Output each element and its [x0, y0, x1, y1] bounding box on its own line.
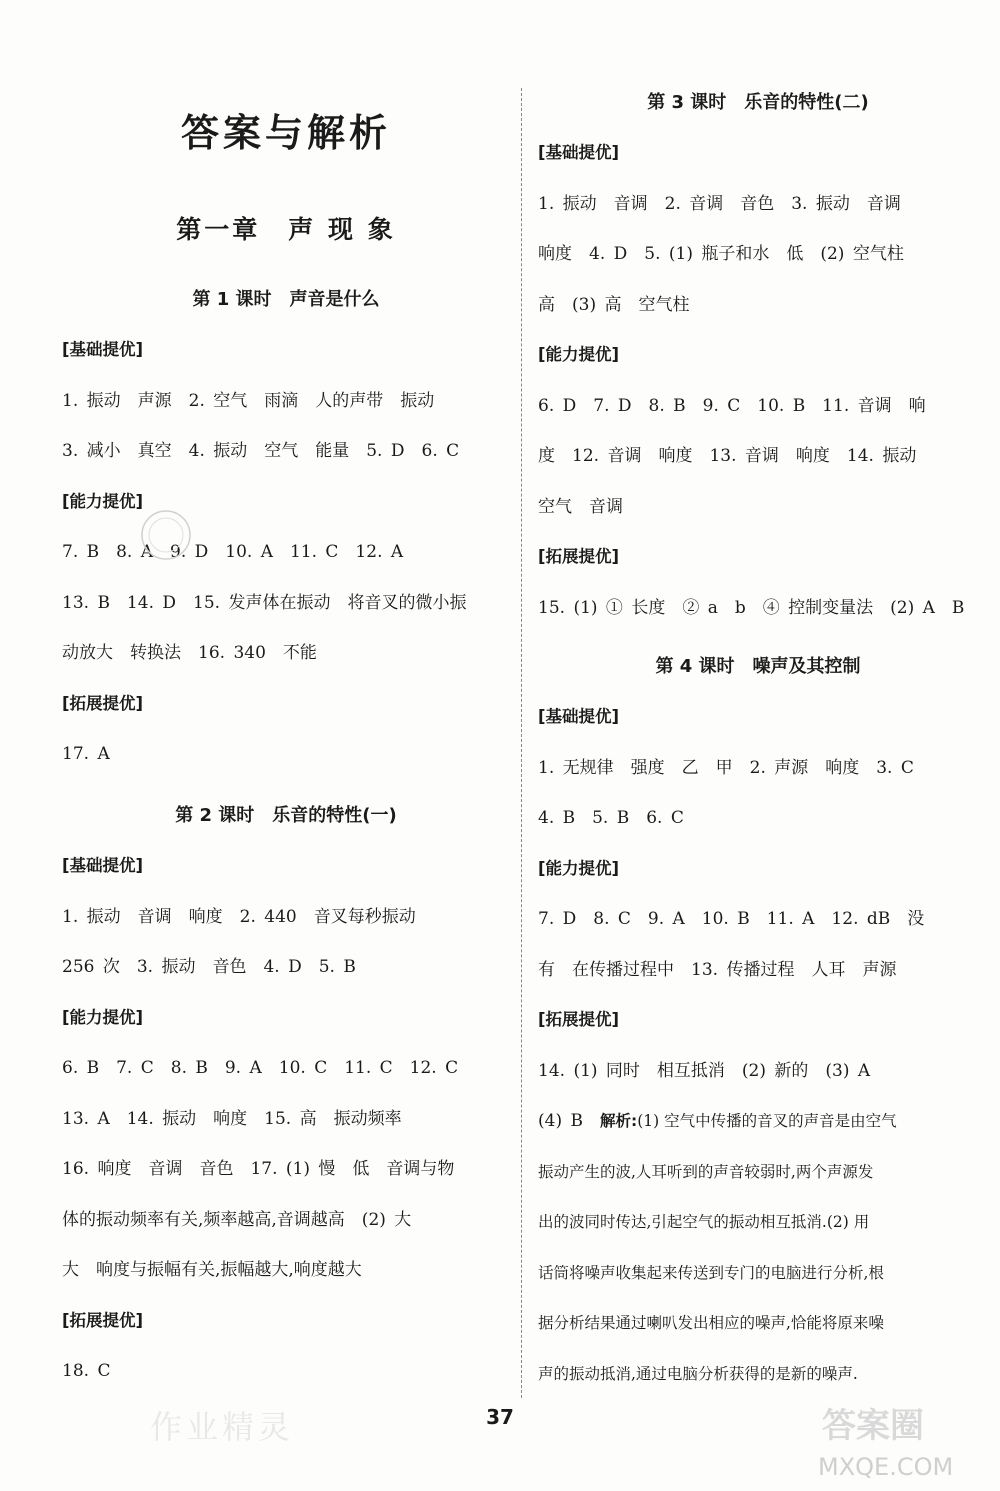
answer-line: 大 响度与振幅有关,振幅越大,响度越大	[62, 1260, 362, 1280]
column-divider	[521, 88, 522, 1398]
basic-label: [基础提优]	[538, 707, 620, 726]
watermark-stamp-icon	[136, 505, 196, 565]
extend-label: [拓展提优]	[62, 693, 144, 713]
watermark-logo-text: 答案圈	[822, 1406, 924, 1446]
page-number: 37	[486, 1405, 514, 1429]
lesson-3-section	[538, 78, 978, 633]
answer-line: 1. 振动 音调 2. 音调 音色 3. 振动 音调	[538, 193, 901, 214]
lesson-title: 第 4 课时 噪声及其控制	[655, 656, 861, 677]
explanation-line: 话筒将噪声收集起来传送到专门的电脑进行分析,根	[538, 1263, 884, 1282]
answer-line: 响度 4. D 5. (1) 瓶子和水 低 (2) 空气柱	[538, 244, 904, 264]
answer-line: 4. B 5. B 6. C	[538, 808, 684, 828]
answer-line: 动放大 转换法 16. 340 不能	[62, 643, 317, 663]
lesson-title: 第 2 课时 乐音的特性(一)	[175, 805, 397, 826]
answer-line: 1. 振动 声源 2. 空气 雨滴 人的声带 振动	[62, 390, 435, 411]
extend-label: [拓展提优]	[538, 547, 620, 566]
lesson-2-section	[62, 791, 510, 1397]
chapter-title: 第一章 声 现 象	[176, 215, 396, 244]
answer-line: 6. B 7. C 8. B 9. A 10. C 11. C 12. C	[62, 1058, 459, 1078]
lesson-1-section	[62, 275, 510, 780]
answer-line: 13. B 14. D 15. 发声体在振动 将音叉的微小振	[62, 592, 467, 613]
page-title: 答案与解析	[180, 111, 391, 155]
watermark-logo-icon	[812, 1395, 992, 1485]
extend-label: [拓展提优]	[62, 1310, 144, 1330]
explanation-line: 振动产生的波,人耳听到的声音较弱时,两个声源发	[538, 1162, 874, 1181]
basic-label: [基础提优]	[538, 143, 620, 162]
answer-line: 1. 振动 音调 响度 2. 440 音叉每秒振动	[62, 906, 416, 927]
answer-line: 7. D 8. C 9. A 10. B 11. A 12. dB 没	[538, 909, 925, 929]
answer-line: 高 (3) 高 空气柱	[538, 294, 690, 315]
answer-line: 256 次 3. 振动 音色 4. D 5. B	[62, 957, 356, 977]
answer-line: 17. A	[62, 744, 110, 764]
explanation-line: 据分析结果通过喇叭发出相应的噪声,恰能将原来噪	[538, 1314, 884, 1332]
basic-label: [基础提优]	[62, 340, 144, 359]
answer-line: 14. (1) 同时 相互抵消 (2) 新的 (3) A	[538, 1060, 871, 1081]
lesson-4-section	[538, 642, 978, 1399]
answer-line: 15. (1) ① 长度 ② a b ④ 控制变量法 (2) A B	[538, 597, 965, 618]
ability-label: [能力提优]	[538, 345, 620, 364]
watermark-text: 作业精灵	[150, 1408, 295, 1446]
answer-line: 1. 无规律 强度 乙 甲 2. 声源 响度 3. C	[538, 757, 914, 778]
answer-line: 7. B 8. A 9. D 10. A 11. C 12. A	[62, 542, 404, 562]
explanation-line: 出的波同时传达,引起空气的振动相互抵消.(2) 用	[538, 1213, 870, 1231]
ability-label: [能力提优]	[62, 1007, 144, 1027]
answer-line: 度 12. 音调 响度 13. 音调 响度 14. 振动	[538, 446, 917, 466]
answer-line: 体的振动频率有关,频率越高,音调越高 (2) 大	[62, 1209, 412, 1230]
lesson-title: 第 1 课时 声音是什么	[192, 289, 380, 310]
extend-label: [拓展提优]	[538, 1010, 620, 1029]
answer-line: 3. 减小 真空 4. 振动 空气 能量 5. D 6. C	[62, 441, 460, 461]
answer-line: 6. D 7. D 8. B 9. C 10. B 11. 音调 响	[538, 395, 926, 416]
answer-line: 空气 音调	[538, 496, 623, 517]
explanation-label: 解析:	[599, 1112, 638, 1130]
answer-line: 13. A 14. 振动 响度 15. 高 振动频率	[62, 1108, 402, 1129]
basic-label: [基础提优]	[62, 856, 144, 875]
answer-line: 16. 响度 音调 音色 17. (1) 慢 低 音调与物	[62, 1159, 455, 1179]
explanation-line: 声的振动抵消,通过电脑分析获得的是新的噪声.	[538, 1364, 858, 1383]
explanation-first-line	[538, 1096, 978, 1147]
watermark-site-text: MXQE.COM	[818, 1453, 954, 1481]
ability-label: [能力提优]	[62, 491, 144, 511]
ability-label: [能力提优]	[538, 858, 620, 878]
explanation-text: (1) 空气中传播的音叉的声音是由空气	[637, 1112, 897, 1130]
answer-line: 18. C	[62, 1361, 111, 1381]
lesson-title: 第 3 课时 乐音的特性(二)	[647, 92, 869, 113]
answer-line: 有 在传播过程中 13. 传播过程 人耳 声源	[538, 959, 897, 980]
answer-fragment: (4) B	[538, 1111, 600, 1131]
